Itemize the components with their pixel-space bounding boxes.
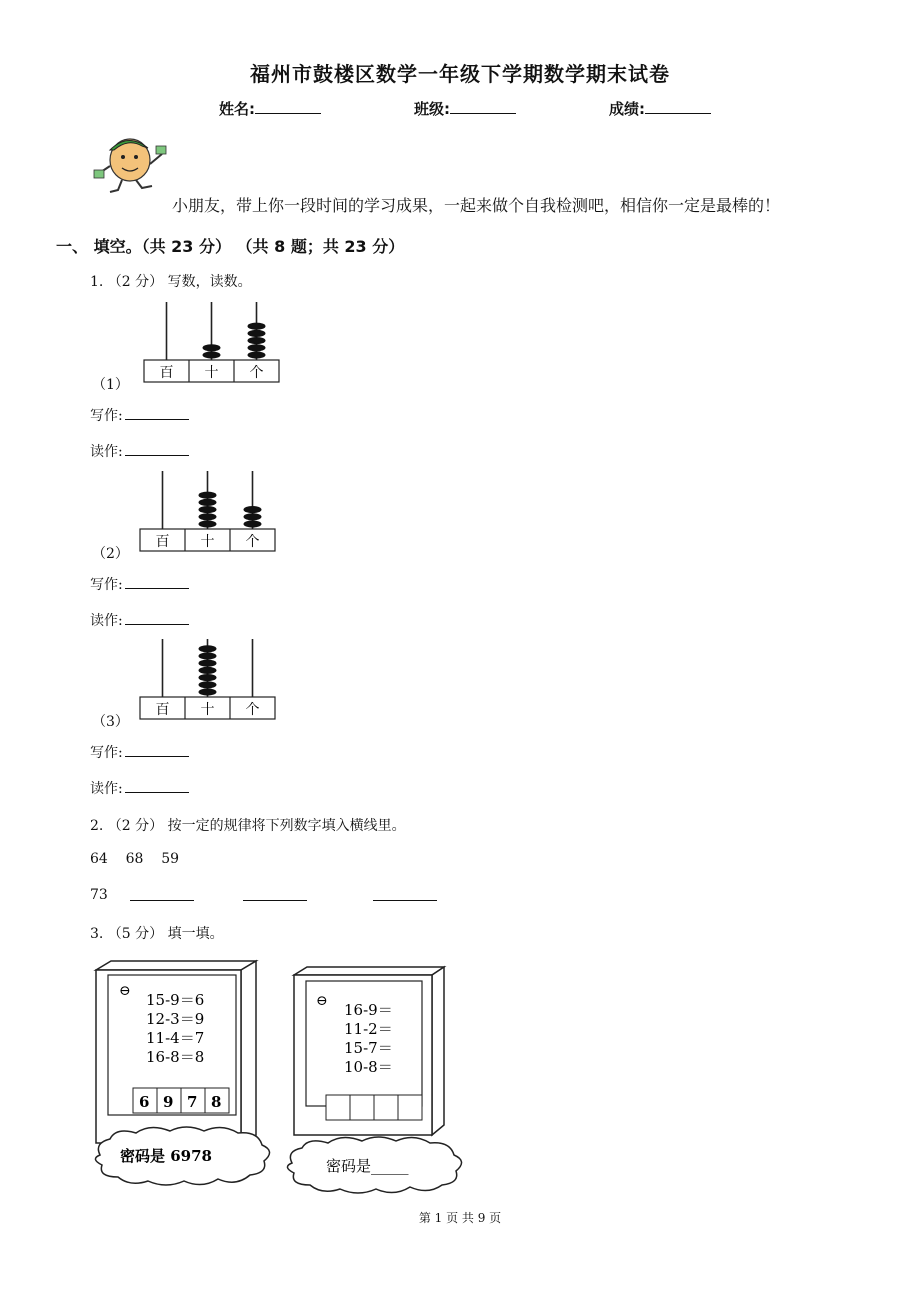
score-field[interactable] (609, 98, 711, 119)
intro-text: 小朋友，带上你一段时间的学习成果，一起来做个自我检测吧，相信你一定是最棒的！ (172, 196, 781, 215)
cloud1-text: 密码是 6978 (120, 1147, 212, 1165)
abacus-bead (199, 667, 217, 674)
box1-digit-3: 7 (187, 1093, 198, 1111)
q2-blank-3[interactable] (373, 900, 437, 901)
minus-icon: ⊖ (119, 983, 131, 999)
write-label: 写作: (90, 408, 123, 424)
abacus-bead (248, 323, 266, 330)
page-title: 福州市鼓楼区数学一年级下学期数学期末试卷 (250, 62, 670, 86)
q2-numbers: 64 68 59 (90, 851, 180, 867)
box2-eq-2: 11-2＝ (344, 1020, 393, 1038)
box1-eq-1: 15-9＝6 (146, 991, 205, 1009)
class-field[interactable] (414, 98, 516, 119)
abacus-bead (248, 344, 266, 351)
abacus-bead (199, 688, 217, 695)
box1-eq-4: 16-8＝8 (146, 1048, 205, 1066)
score-label: 成绩: (609, 100, 645, 118)
box1-eq-2: 12-3＝9 (146, 1010, 205, 1028)
q3-title: 3. （5 分） 填一填。 (90, 926, 224, 942)
abacus-bead (199, 520, 217, 527)
q1-part1-write[interactable] (90, 405, 189, 425)
place-label: 百 (155, 534, 170, 550)
q2-blank-2[interactable] (243, 900, 307, 901)
q1-part1-read[interactable] (90, 441, 189, 461)
box1-eq-3: 11-4＝7 (146, 1029, 205, 1047)
read-blank[interactable] (125, 612, 189, 625)
abacus-bead (199, 652, 217, 659)
name-blank[interactable] (255, 99, 321, 114)
abacus-bead (203, 344, 221, 351)
cloud-2 (287, 1137, 461, 1193)
abacus-bead (199, 492, 217, 499)
write-label: 写作: (90, 577, 123, 593)
minus-icon: ⊖ (316, 993, 328, 1009)
page-footer: 第 1 页 共 9 页 (418, 1211, 502, 1225)
class-blank[interactable] (450, 99, 516, 114)
abacus-bead (199, 645, 217, 652)
class-label: 班级: (414, 100, 450, 118)
read-label: 读作: (90, 613, 123, 629)
q1-part1-label: （1） (92, 377, 129, 393)
cloud-1 (95, 1127, 269, 1185)
q1-part2-read[interactable] (90, 610, 189, 630)
q1-part2-write[interactable] (90, 574, 189, 594)
abacus-bead (244, 513, 262, 520)
abacus-bead (203, 351, 221, 358)
cloud2-text: 密码是_____ (326, 1157, 409, 1175)
write-blank[interactable] (125, 407, 189, 420)
place-label: 个 (249, 365, 264, 381)
abacus-bead (244, 520, 262, 527)
safe-box-2 (294, 967, 444, 1135)
abacus-3 (136, 637, 281, 723)
abacus-1 (140, 300, 285, 386)
score-blank[interactable] (645, 99, 711, 114)
q2-start: 73 (90, 887, 108, 903)
place-label: 十 (200, 534, 215, 550)
mascot-icon (92, 130, 170, 196)
abacus-bead (248, 351, 266, 358)
abacus-2 (136, 469, 281, 555)
abacus-bead (199, 499, 217, 506)
box1-digit-2: 9 (163, 1093, 174, 1111)
q1-part3-write[interactable] (90, 742, 189, 762)
name-field[interactable] (219, 98, 321, 119)
abacus-bead (244, 506, 262, 513)
read-blank[interactable] (125, 780, 189, 793)
place-label: 百 (155, 702, 170, 718)
abacus-bead (199, 660, 217, 667)
place-label: 个 (245, 534, 260, 550)
abacus-bead (248, 330, 266, 337)
box2-eq-3: 15-7＝ (344, 1039, 393, 1057)
abacus-bead (199, 513, 217, 520)
place-label: 百 (159, 365, 174, 381)
box1-digit-1: 6 (139, 1093, 150, 1111)
q1-part2-label: （2） (92, 546, 129, 562)
abacus-bead (248, 337, 266, 344)
read-label: 读作: (90, 444, 123, 460)
box2-eq-1: 16-9＝ (344, 1001, 393, 1019)
safe-box-1 (96, 961, 256, 1143)
box1-digit-4: 8 (211, 1093, 222, 1111)
abacus-bead (199, 674, 217, 681)
box2-eq-4: 10-8＝ (344, 1058, 393, 1076)
read-label: 读作: (90, 781, 123, 797)
name-label: 姓名: (219, 100, 255, 118)
place-label: 个 (245, 702, 260, 718)
place-label: 十 (200, 702, 215, 718)
write-label: 写作: (90, 745, 123, 761)
q1-title: 1. （2 分） 写数，读数。 (90, 274, 252, 290)
place-label: 十 (204, 365, 219, 381)
q1-part3-read[interactable] (90, 778, 189, 798)
section-heading: 一、 填空。（共 23 分） （共 8 题；共 23 分） (56, 237, 405, 256)
read-blank[interactable] (125, 443, 189, 456)
q3-figure (86, 955, 496, 1200)
write-blank[interactable] (125, 576, 189, 589)
abacus-bead (199, 681, 217, 688)
write-blank[interactable] (125, 744, 189, 757)
q1-part3-label: （3） (92, 714, 129, 730)
abacus-bead (199, 506, 217, 513)
q2-blank-1[interactable] (130, 900, 194, 901)
q2-title: 2. （2 分） 按一定的规律将下列数字填入横线里。 (90, 818, 406, 834)
